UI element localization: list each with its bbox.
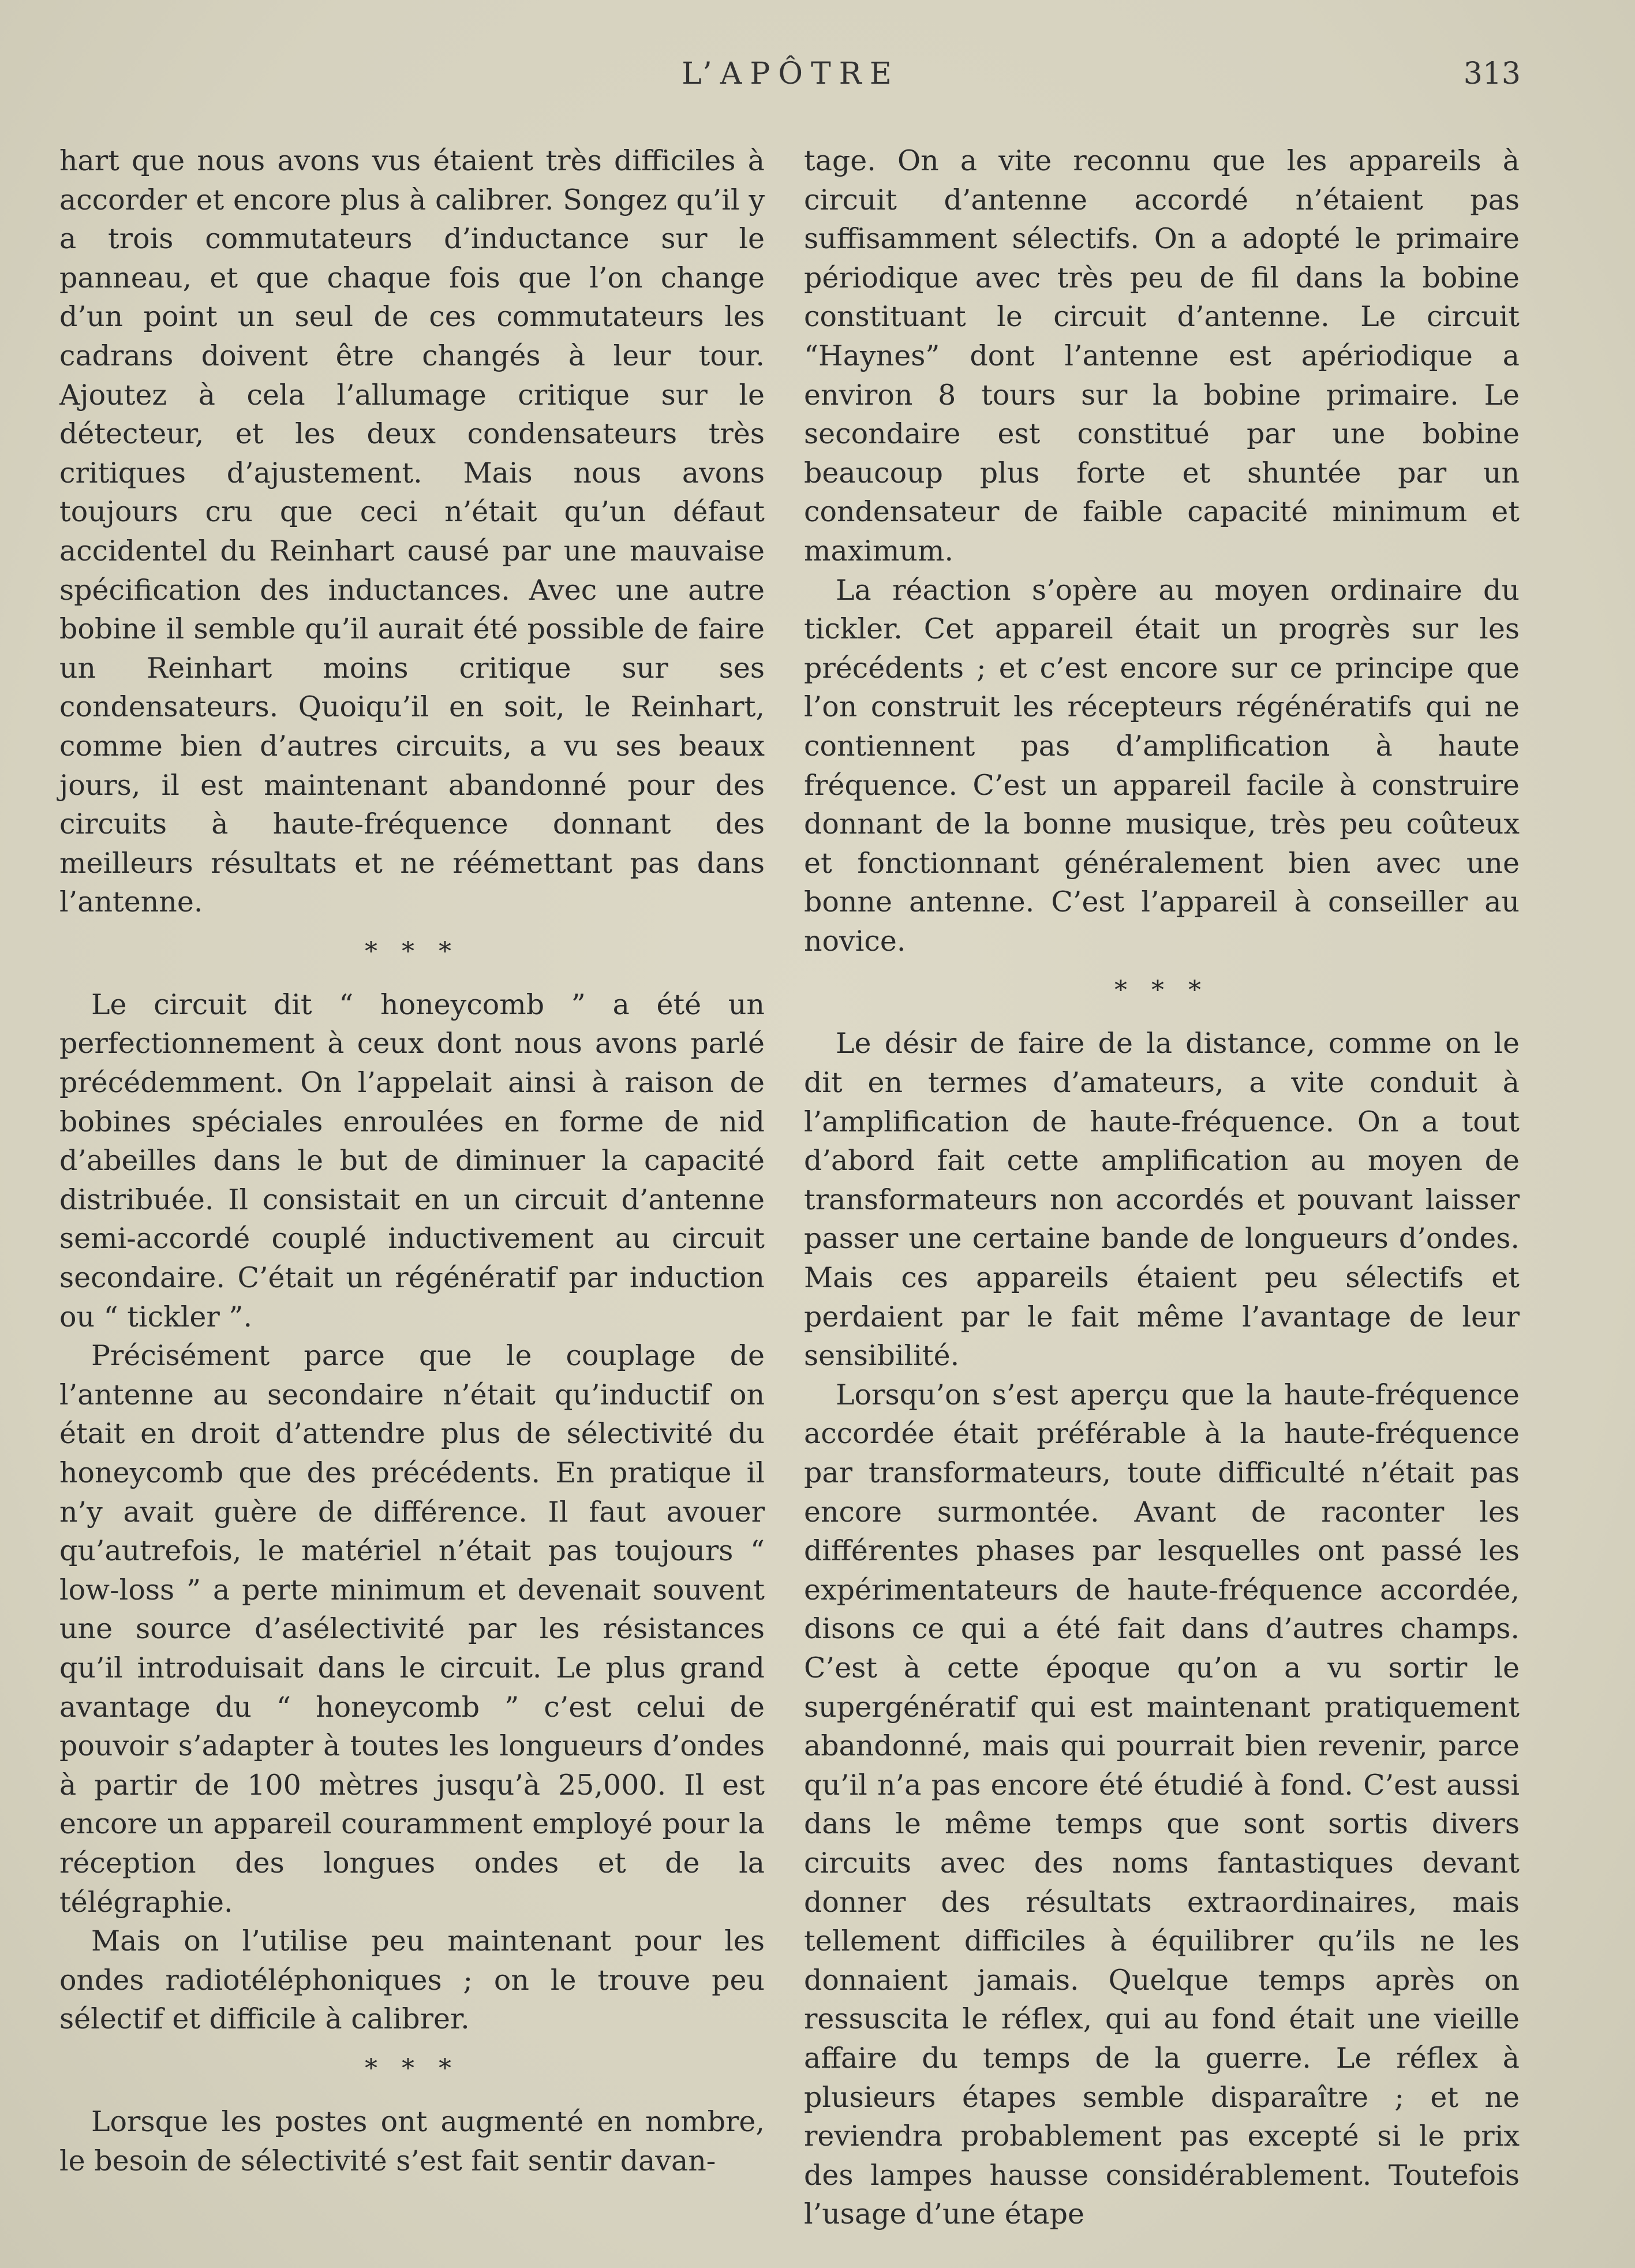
- left-column: [59, 141, 765, 2180]
- separator-stars: * * *: [365, 936, 459, 966]
- paragraph: hart que nous avons vus étaient très difficiles à accorder et encore plus à calibrer. Songez qu’il y a trois commutateurs d’inductance sur le panneau, et que chaque fois que l’on change d’un point un seul de ces commutateurs les cadrans doivent être changés à leur tour. Ajoutez à cela l’allumage critique sur le détecteur, et les deux condensateurs très critiques d’ajustement. Mais nous avons toujours cru que ceci n’était qu’un défaut accidentel du Reinhart causé par une mauvaise spécification des inductances. Avec une autre bobine il semble qu’il aurait été possible de faire un Reinhart moins critique sur ses condensateurs. Quoiqu’il en soit, le Reinhart, comme bien d’autres circuits, a vu ses beaux jours, il est maintenant abandonné pour des circuits à haute-fréquence donnant des meilleurs résultats et ne réémettant pas dans l’antenne.: [59, 144, 765, 919]
- right-column: [804, 141, 1520, 2234]
- section-separator: [59, 2039, 765, 2102]
- separator-stars: * * *: [1114, 976, 1209, 1006]
- paragraph: Le désir de faire de la distance, comme on le dit en termes d’amateurs, a vite conduit à l’amplification de haute-fréquence. On a tout d’abord fait cette amplification au moyen de transformateurs non accordés et pouvant laisser passer une certaine bande de longueurs d’ondes. Mais ces appareils étaient peu sélectifs et perdaient par le fait même l’avantage de leur sensibilité.: [804, 1027, 1520, 1373]
- paragraph: tage. On a vite reconnu que les appareils à circuit d’antenne accordé n’étaient pas suffisamment sélectifs. On a adopté le primaire périodique avec très peu de fil dans la bobine constituant le circuit d’antenne. Le circuit “Haynes” dont l’antenne est apériodique a environ 8 tours sur la bobine primaire. Le secondaire est constitué par une bobine beaucoup plus forte et shuntée par un condensateur de faible capacité minimum et maximum.: [804, 144, 1520, 567]
- separator-stars: * * *: [365, 2053, 459, 2083]
- paragraph: La réaction s’opère au moyen ordinaire du tickler. Cet appareil était un progrès sur les précédents ; et c’est encore sur ce principe que l’on construit les récepteurs régénératifs qui ne contiennent pas d’amplification à haute fréquence. C’est un appareil facile à construire donnant de la bonne musique, très peu coûteux et fonctionnant généralement bien avec une bonne antenne. C’est l’appareil à conseiller au novice.: [804, 573, 1520, 958]
- section-separator: [804, 961, 1520, 1024]
- paragraph: Mais on l’utilise peu maintenant pour les ondes radiotéléphoniques ; on le trouve peu sélectif et difficile à calibrer.: [59, 1925, 765, 2036]
- paragraph: Lorsque les postes ont augmenté en nombre, le besoin de sélectivité s’est fait sentir davan-: [59, 2105, 765, 2177]
- page-number: 313: [1463, 57, 1521, 91]
- running-title: L’APÔTRE: [682, 57, 900, 91]
- paragraph: Le circuit dit “ honeycomb ” a été un perfectionnement à ceux dont nous avons parlé précédemment. On l’appelait ainsi à raison de bobines spéciales enroulées en forme de nid d’abeilles dans le but de diminuer la capacité distribuée. Il consistait en un circuit d’antenne semi-accordé couplé inductivement au circuit secondaire. C’était un régénératif par induction ou “ tickler ”.: [59, 988, 765, 1333]
- paragraph: Lorsqu’on s’est aperçu que la haute-fréquence accordée était préférable à la haute-fréquence par transformateurs, toute difficulté n’était pas encore surmontée. Avant de raconter les différentes phases par lesquelles ont passé les expérimentateurs de haute-fréquence accordée, disons ce qui a été fait dans d’autres champs. C’est à cette époque qu’on a vu sortir le supergénératif qui est maintenant pratiquement abandonné, mais qui pourrait bien revenir, parce qu’il n’a pas encore été étudié à fond. C’est aussi dans le même temps que sont sortis divers circuits avec des noms fantastiques devant donner des résultats extraordinaires, mais tellement difficiles à équilibrer qu’ils ne les donnaient jamais. Quelque temps après on ressuscita le réflex, qui au fond était une vieille affaire du temps de la guerre. Le réflex à plusieurs étapes semble disparaître ; et ne reviendra probablement pas excepté si le prix des lampes hausse considérablement. Toutefois l’usage d’une étape: [804, 1378, 1520, 2231]
- paragraph: Précisément parce que le couplage de l’antenne au secondaire n’était qu’inductif on était en droit d’attendre plus de sélectivité du honeycomb que des précédents. En pratique il n’y avait guère de différence. Il faut avouer qu’autrefois, le matériel n’était pas toujours “ low-loss ” a perte minimum et devenait souvent une source d’asélectivité par les résistances qu’il introduisait dans le circuit. Le plus grand avantage du “ honeycomb ” c’est celui de pouvoir s’adapter à toutes les longueurs d’ondes à partir de 100 mètres jusqu’à 25,000. Il est encore un appareil couramment employé pour la réception des longues ondes et de la télégraphie.: [59, 1339, 765, 1919]
- running-header: [58, 57, 1524, 103]
- section-separator: [59, 922, 765, 985]
